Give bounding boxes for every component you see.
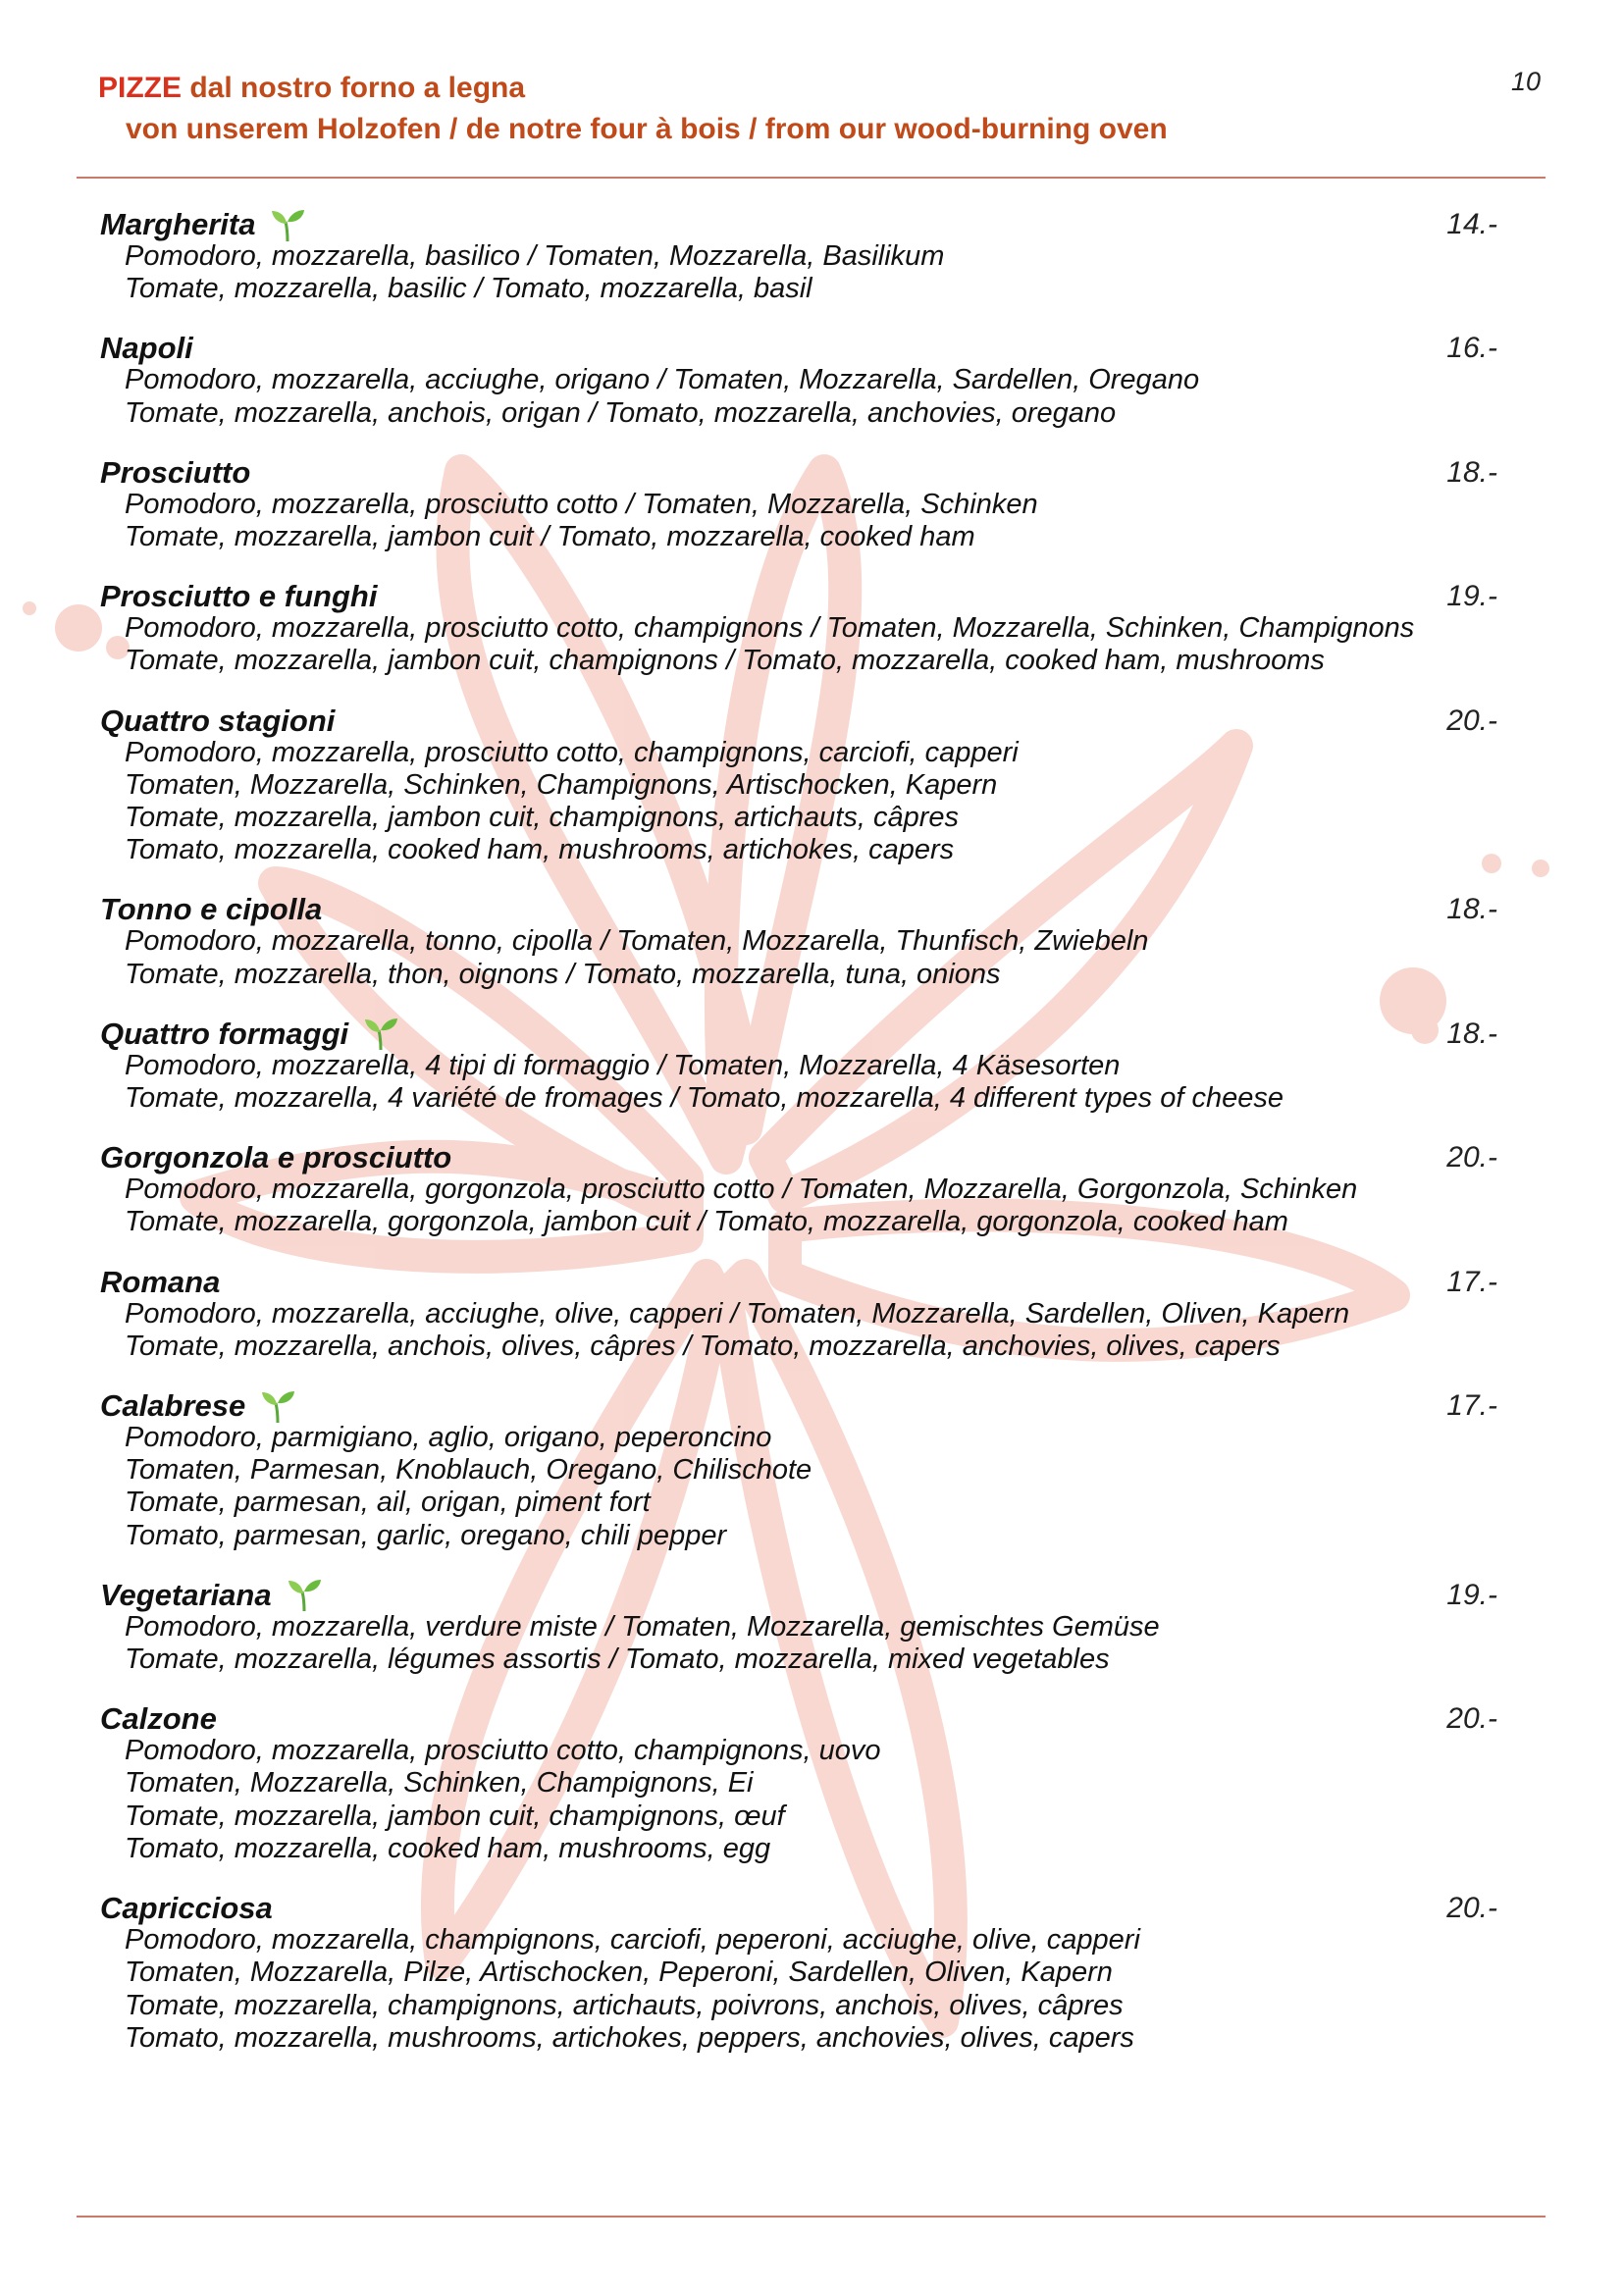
pizza-name-row	[100, 1018, 1523, 1050]
menu-item	[100, 1141, 1523, 1238]
pizza-description-line: Pomodoro, mozzarella, prosciutto cotto, champignons / Tomaten, Mozzarella, Schinken, Champignons	[125, 612, 1415, 645]
pizza-price: 18.-	[1446, 893, 1497, 926]
pizza-price: 17.-	[1446, 1389, 1497, 1423]
section-title	[98, 69, 525, 108]
section-title-rest: dal nostro forno a legna	[182, 72, 526, 104]
pizza-description-line: Tomate, mozzarella, jambon cuit, champignons / Tomato, mozzarella, cooked ham, mushrooms	[125, 645, 1325, 677]
pizza-name: Romana	[100, 1264, 221, 1299]
pizza-description-line: Pomodoro, mozzarella, champignons, carciofi, peperoni, acciughe, olive, capperi	[125, 1924, 1140, 1957]
menu-item	[100, 1892, 1523, 2055]
pizza-price: 20.-	[1446, 1141, 1497, 1174]
pizza-name-row	[100, 1892, 1523, 1924]
pizza-description-line: Tomate, mozzarella, 4 variété de fromages / Tomato, mozzarella, 4 different types of cheese	[125, 1082, 1283, 1115]
pizza-price: 16.-	[1446, 332, 1497, 365]
pizza-description-line: Tomaten, Mozzarella, Schinken, Champignons, Ei	[125, 1767, 754, 1800]
pizza-name: Gorgonzola e prosciutto	[100, 1140, 452, 1175]
menu-item	[100, 580, 1523, 677]
pizza-description-line: Tomaten, Mozzarella, Pilze, Artischocken, Peperoni, Sardellen, Oliven, Kapern	[125, 1957, 1113, 1989]
pizza-description-line: Tomate, mozzarella, basilic / Tomato, mozzarella, basil	[125, 273, 812, 305]
pizza-description-line: Tomate, mozzarella, thon, oignons / Tomato, mozzarella, tuna, onions	[125, 958, 1001, 990]
pizza-description-line: Tomato, mozzarella, cooked ham, mushrooms, egg	[125, 1832, 771, 1864]
menu-item	[100, 1702, 1523, 1865]
pizza-name: Prosciutto e funghi	[100, 579, 378, 614]
pizza-description-line: Tomate, mozzarella, légumes assortis / Tomato, mozzarella, mixed vegetables	[125, 1644, 1110, 1676]
pizza-name: Vegetariana	[100, 1577, 272, 1612]
pizza-description-line: Tomate, mozzarella, champignons, artichauts, poivrons, anchois, olives, câpres	[125, 1989, 1124, 2021]
pizza-name: Quattro formaggi	[100, 1016, 349, 1051]
pizza-name: Tonno e cipolla	[100, 892, 323, 927]
leaf-sprout-icon	[362, 1017, 399, 1050]
pizza-name: Quattro stagioni	[100, 703, 336, 738]
menu-item	[100, 704, 1523, 867]
pizza-name-row	[100, 893, 1523, 925]
pizza-name-row	[100, 1389, 1523, 1422]
pizza-name: Calzone	[100, 1701, 217, 1737]
pizza-description-line: Pomodoro, mozzarella, gorgonzola, prosciutto cotto / Tomaten, Mozzarella, Gorgonzola, Schinken	[125, 1174, 1358, 1206]
pizza-price: 19.-	[1446, 580, 1497, 613]
pizza-name: Calabrese	[100, 1388, 246, 1424]
menu-item	[100, 893, 1523, 990]
pizza-description-line: Pomodoro, mozzarella, basilico / Tomaten, Mozzarella, Basilikum	[125, 240, 945, 272]
page-number: 10	[1511, 67, 1542, 96]
pizza-price: 20.-	[1446, 1702, 1497, 1736]
pizza-description-line: Tomaten, Parmesan, Knoblauch, Oregano, Chilischote	[125, 1454, 812, 1487]
pizza-name: Prosciutto	[100, 454, 251, 490]
pizza-name-row	[100, 456, 1523, 489]
pizza-description-line: Tomate, parmesan, ail, origan, piment fort	[125, 1487, 651, 1519]
pizza-name-row	[100, 1266, 1523, 1298]
pizza-price: 20.-	[1446, 704, 1497, 737]
pizza-description-line: Tomato, mozzarella, cooked ham, mushrooms, artichokes, capers	[125, 834, 955, 866]
pizza-description-line: Tomate, mozzarella, jambon cuit, champignons, artichauts, câpres	[125, 802, 960, 834]
pizza-price: 17.-	[1446, 1265, 1497, 1298]
pizza-name-row	[100, 580, 1523, 612]
pizza-name-row	[100, 1141, 1523, 1174]
pizza-name: Capricciosa	[100, 1891, 273, 1926]
footer-divider	[77, 2216, 1545, 2218]
leaf-sprout-icon	[269, 208, 306, 241]
pizza-description-line: Tomate, mozzarella, jambon cuit / Tomato, mozzarella, cooked ham	[125, 521, 975, 553]
pizza-description-line: Tomate, mozzarella, gorgonzola, jambon cuit / Tomato, mozzarella, gorgonzola, cooked ham	[125, 1206, 1288, 1238]
pizza-description-line: Tomato, parmesan, garlic, oregano, chili pepper	[125, 1519, 727, 1551]
leaf-sprout-icon	[286, 1578, 323, 1611]
pizza-description-line: Pomodoro, mozzarella, prosciutto cotto / Tomaten, Mozzarella, Schinken	[125, 488, 1038, 520]
pizza-description-line: Pomodoro, mozzarella, prosciutto cotto, champignons, carciofi, capperi	[125, 736, 1019, 768]
menu-item	[100, 1266, 1523, 1363]
pizza-description-line: Tomaten, Mozzarella, Schinken, Champignons, Artischocken, Kapern	[125, 768, 998, 801]
section-subtitle: von unserem Holzofen / de notre four à bois / from our wood-burning oven	[126, 113, 1168, 145]
pizza-name-row	[100, 1702, 1523, 1735]
pizza-description-line: Pomodoro, parmigiano, aglio, origano, peperoncino	[125, 1422, 772, 1454]
pizza-name: Napoli	[100, 331, 193, 366]
pizza-name-row	[100, 1579, 1523, 1611]
menu-item	[100, 1389, 1523, 1552]
pizza-name-row	[100, 704, 1523, 737]
pizza-price: 18.-	[1446, 1017, 1497, 1050]
pizza-description-line: Tomate, mozzarella, jambon cuit, champignons, œuf	[125, 1800, 785, 1832]
pizza-description-line: Tomato, mozzarella, mushrooms, artichokes, peppers, anchovies, olives, capers	[125, 2021, 1134, 2054]
menu-item	[100, 1579, 1523, 1676]
pizza-description-line: Pomodoro, mozzarella, acciughe, olive, capperi / Tomaten, Mozzarella, Sardellen, Oliven, Kapern	[125, 1297, 1350, 1330]
menu-item	[100, 456, 1523, 553]
pizza-description-line: Tomate, mozzarella, anchois, origan / Tomato, mozzarella, anchovies, oregano	[125, 396, 1117, 429]
leaf-sprout-icon	[259, 1389, 296, 1423]
pizza-name-row	[100, 208, 1523, 240]
pizza-description-line: Pomodoro, mozzarella, verdure miste / Tomaten, Mozzarella, gemischtes Gemüse	[125, 1610, 1160, 1643]
header-divider	[77, 177, 1545, 179]
pizza-price: 14.-	[1446, 208, 1497, 240]
pizza-price: 19.-	[1446, 1578, 1497, 1611]
pizza-description-line: Pomodoro, mozzarella, prosciutto cotto, champignons, uovo	[125, 1735, 881, 1767]
pizza-description-line: Pomodoro, mozzarella, 4 tipi di formaggio / Tomaten, Mozzarella, 4 Käsesorten	[125, 1049, 1121, 1081]
pizza-description-line: Pomodoro, mozzarella, acciughe, origano / Tomaten, Mozzarella, Sardellen, Oregano	[125, 364, 1200, 396]
pizza-price: 18.-	[1446, 455, 1497, 489]
section-title-keyword: PIZZE	[98, 72, 183, 104]
menu-item	[100, 1018, 1523, 1115]
menu-item	[100, 208, 1523, 305]
pizza-name: Margherita	[100, 207, 256, 241]
pizza-price: 20.-	[1446, 1892, 1497, 1925]
pizza-description-line: Pomodoro, mozzarella, tonno, cipolla / Tomaten, Mozzarella, Thunfisch, Zwiebeln	[125, 925, 1149, 958]
menu-item	[100, 332, 1523, 429]
pizza-name-row	[100, 332, 1523, 364]
pizza-description-line: Tomate, mozzarella, anchois, olives, câpres / Tomato, mozzarella, anchovies, olives, capers	[125, 1330, 1281, 1362]
pizza-menu-list	[100, 208, 1523, 2081]
